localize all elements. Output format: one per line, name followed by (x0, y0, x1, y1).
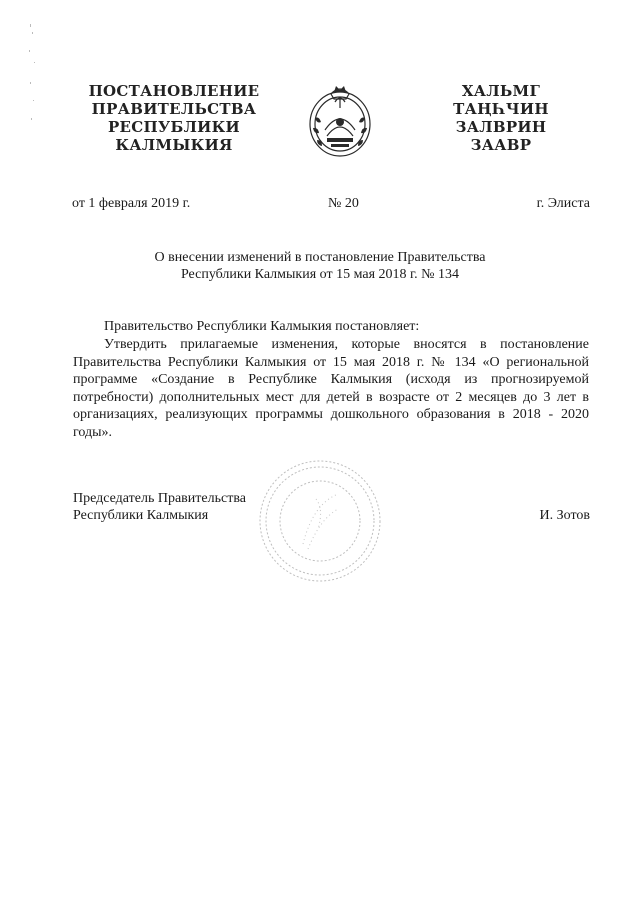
header-right-line: ХАЛЬМГ (461, 82, 541, 100)
header-right-title (426, 82, 576, 154)
header-left-line: КАЛМЫКИЯ (115, 136, 233, 154)
header-right-line: ЗАЛВРИН (455, 118, 547, 136)
document-title-line: Республики Калмыкия от 15 мая 2018 г. № 134 (180, 267, 460, 282)
signatory-position-line: Председатель Правительства (73, 491, 246, 506)
signatory-position-line: Республики Калмыкия (73, 508, 209, 523)
document-number: № 20 (328, 196, 359, 211)
signatory-name: И. Зотов (539, 508, 590, 523)
header-left-line: ПРАВИТЕЛЬСТВА (91, 100, 257, 118)
header-right-line: ЗААВР (470, 136, 532, 154)
header-left-line: РЕСПУБЛИКИ (107, 118, 241, 136)
signatory-position (73, 490, 246, 524)
resolution-paragraph: Утвердить прилагаемые изменения, которые вносятся в постановление Правительства Республики Калмыкия от 15 мая 2018 г. № 134 «О региональной программе «Создание в Республике Калмыкия (исходя из прогнозируемой потребности) дополнительных мест для детей в возрасте от 2 месяцев до 3 лет в организациях, реализующих программы дошкольного образования в 2018 - 2020 годы». (73, 337, 589, 440)
header-right-line: ТАҢҺЧИН (453, 100, 549, 118)
document-title (60, 249, 580, 283)
document-title-line: О внесении изменений в постановление Правительства (154, 250, 486, 265)
header-left-line: ПОСТАНОВЛЕНИЕ (88, 82, 260, 100)
document-city: г. Элиста (536, 196, 590, 211)
header-left-title (80, 82, 268, 154)
republic-emblem-icon (305, 78, 375, 162)
resolution-intro: Правительство Республики Калмыкия постановляет: (104, 319, 420, 334)
official-seal-icon (258, 459, 382, 583)
document-date: от 1 февраля 2019 г. (72, 196, 191, 211)
scan-artifact-marks (26, 22, 50, 142)
